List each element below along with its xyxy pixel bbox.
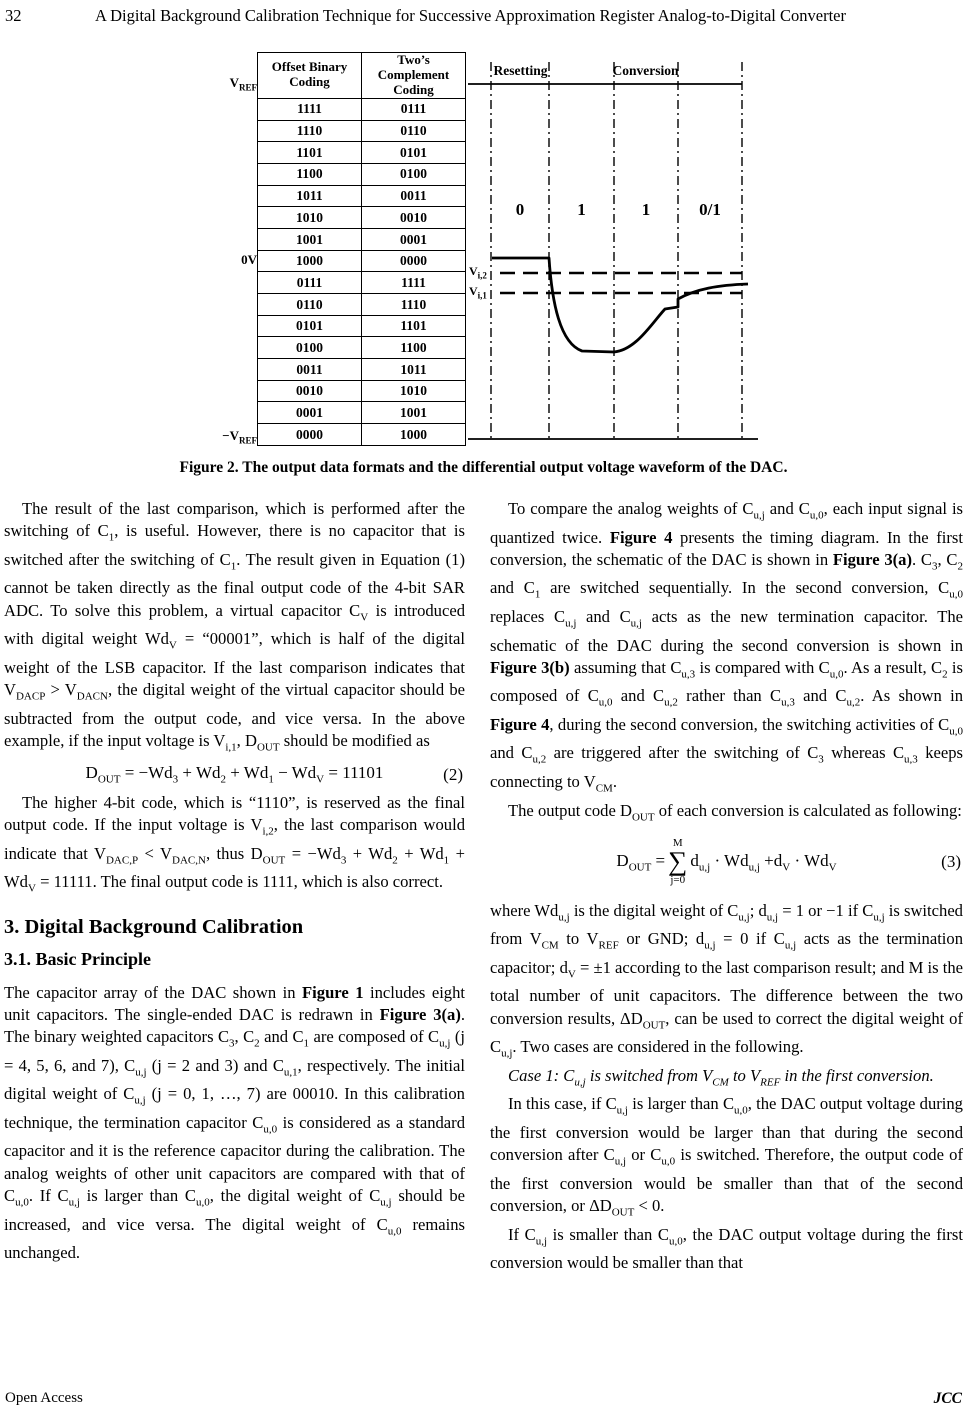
page-footer <box>5 1390 962 1408</box>
bit-value-2: 1 <box>641 200 651 219</box>
table-row <box>258 250 466 272</box>
table-cell: 0011 <box>362 185 466 207</box>
table-cell: 0011 <box>258 359 362 381</box>
sum-upper-limit: M <box>672 837 683 850</box>
table-cell: 1000 <box>362 424 466 446</box>
coding-table-head <box>258 53 466 99</box>
running-head <box>5 6 962 26</box>
table-cell: 0010 <box>258 380 362 402</box>
table-cell: 0000 <box>258 424 362 446</box>
table-cell: 0111 <box>258 272 362 294</box>
phase-boundary-lines <box>491 62 742 439</box>
table-row <box>258 98 466 120</box>
paragraph: The higher 4-bit code, which is “1110”, is reserved as the final output code. If the input voltage is $V_{i,2}$, the last comparison would indicate that $V_{DAC,P} < V_{DAC,N}$, thus $D_{OUT} = -Wd_3 + Wd_2 + Wd_1 + Wd_V = 11111$. The final output code is 1111, which is also correct. <box>4 792 465 895</box>
section-heading: 3. Digital Background Calibration <box>4 915 304 938</box>
left-column <box>4 498 465 1274</box>
table-row <box>258 380 466 402</box>
col-header-offset-binary: Offset Binary Coding <box>258 53 362 99</box>
vi1-label: $V_{i,1}$ <box>469 284 487 301</box>
figure-caption: Figure 2. The output data formats and the differential output voltage waveform of the DAC. <box>179 459 788 476</box>
right-column <box>490 498 963 1274</box>
page-number: 32 <box>5 6 22 25</box>
body-columns <box>4 498 963 1274</box>
axis-label-vref: $V_{REF}$ <box>229 75 257 93</box>
table-cell: 1111 <box>258 98 362 120</box>
phase-label-conversion: Conversion <box>612 63 679 78</box>
table-cell: 1001 <box>258 228 362 250</box>
bit-value-0: 0 <box>515 200 525 219</box>
sigma-glyph: ∑ <box>668 846 688 877</box>
sum-lower-limit: j=0 <box>670 873 686 886</box>
equation-3-lhs: $D_{OUT}$ = <box>616 850 666 874</box>
table-cell: 1000 <box>258 250 362 272</box>
running-title: A Digital Background Calibration Technique for Successive Approximation Register Analog-to-Digital Converter <box>95 6 846 25</box>
table-row <box>258 337 466 359</box>
equation-3-number: (3) <box>941 851 961 871</box>
table-row <box>258 207 466 229</box>
equation-2 <box>4 763 465 785</box>
table-row <box>258 142 466 164</box>
table-cell: 0101 <box>362 142 466 164</box>
table-cell: 0110 <box>258 294 362 316</box>
table-row <box>258 294 466 316</box>
table-cell: 1110 <box>362 294 466 316</box>
summation-symbol <box>668 838 687 886</box>
dac-waveform-plot <box>466 45 766 445</box>
table-row <box>258 163 466 185</box>
paragraph: To compare the analog weights of $C_{u,j}$ and $C_{u,0}$, each input signal is quantized twice. Figure 4 presents the timing diagram. In the first conversion, the schematic of the DAC is shown in Figure 3(a). $C_3$, $C_2$ and $C_1$ are switched sequentially. In the second conversion, $C_{u,0}$ replaces $C_{u,j}$ and $C_{u,j}$ acts as the new termination capacitor. The schematic of the DAC during the second conversion is shown in Figure 3(b) assuming that $C_{u,3}$ is compared with $C_{u,0}$. As a result, $C_2$ is composed of $C_{u,0}$ and $C_{u,2}$ rather than $C_{u,3}$ and $C_{u,2}$. As shown in Figure 4, during the second conversion, the switching activities of $C_{u,0}$ and $C_{u,2}$ are triggered after the switching of $C_3$ whereas $C_{u,3}$ keeps connecting to $V_{CM}$. <box>490 499 964 795</box>
table-row <box>258 315 466 337</box>
equation-2-number: (2) <box>443 764 463 784</box>
paragraph: The capacitor array of the DAC shown in Figure 1 includes eight unit capacitors. The single-ended DAC is redrawn in Figure 3(a). The binary weighted capacitors $C_3$, $C_2$ and $C_1$ are composed of $C_{u,j}$ (j = 4, 5, 6, and 7), $C_{u,j}$ (j = 2 and 3) and $C_{u,1}$, respectively. The initial digital weight of $C_{u,j}$ (j = 0, 1, …, 7) are 00010. In this calibration technique, the termination capacitor $C_{u,0}$ is considered as a standard capacitor and it is the reference capacitor during the calibration. The analog weights of other unit capacitors are compared with that of $C_{u,0}$. If $C_{u,j}$ is larger than $C_{u,0}$, the digital weight of $C_{u,j}$ should be increased, and vice versa. The digital weight of $C_{u,0}$ remains unchanged. <box>4 982 466 1263</box>
paragraph: In this case, if $C_{u,j}$ is larger than $C_{u,0}$, the DAC output voltage during the first conversion would be larger than that during the second conversion after $C_{u,j}$ or $C_{u,0}$ is switched. Therefore, the output code of the first conversion would be smaller than that of the second conversion, or $\Delta D_{OUT} < 0$. <box>490 1094 963 1219</box>
case-1-paragraph: Case 1: $C_{u,j}$ is switched from $V_{CM}$ to $V_{REF}$ in the first conversion. <box>508 1065 934 1089</box>
axis-label-neg-vref: $-V_{REF}$ <box>222 428 257 446</box>
table-row <box>258 120 466 142</box>
table-cell: 1101 <box>258 142 362 164</box>
table-cell: 1110 <box>258 120 362 142</box>
bit-value-1: 1 <box>577 200 586 219</box>
table-cell: 1111 <box>362 272 466 294</box>
table-cell: 1011 <box>258 185 362 207</box>
open-access-label: Open Access <box>5 1390 83 1406</box>
equation-3-rhs: $d_{u,j} \cdot Wd_{u,j} +d_V \cdot Wd_V$ <box>690 850 837 874</box>
table-cell: 0100 <box>258 337 362 359</box>
paragraph: If $C_{u,j}$ is smaller than $C_{u,0}$, the DAC output voltage during the first conversion would be smaller than that <box>490 1224 963 1273</box>
table-row <box>258 228 466 250</box>
coding-table <box>257 52 466 446</box>
axis-label-0v: 0V <box>241 252 257 267</box>
col-header-twos-complement: Two’s Complement Coding <box>362 53 466 99</box>
table-cell: 0000 <box>362 250 466 272</box>
subsection-heading: 3.1. Basic Principle <box>4 948 151 969</box>
table-row <box>258 272 466 294</box>
equation-3 <box>490 838 963 886</box>
figure-2 <box>0 45 967 453</box>
phase-label-resetting: Resetting <box>493 63 548 78</box>
table-row <box>258 424 466 446</box>
table-row <box>258 359 466 381</box>
table-cell: 0001 <box>258 402 362 424</box>
table-row <box>258 185 466 207</box>
table-cell: 1100 <box>258 163 362 185</box>
paragraph: The result of the last comparison, which is performed after the switching of $C_1$, is useful. However, there is no capacitor that is switched after the switching of $C_1$. The result given in Equation (1) cannot be taken directly as the final output code of the 4-bit SAR ADC. To solve this problem, a virtual capacitor $C_V$ is introduced with digital weight $Wd_V$ = “00001”, which is half of the digital weight of the LSB capacitor. If the last comparison indicates that $V_{DACP} > V_{DACN}$, the digital weight of the virtual capacitor should be subtracted from the output code, and vice versa. In the above example, if the input voltage is $V_{i,1}$, $D_{OUT}$ should be modified as <box>4 499 466 754</box>
table-cell: 0111 <box>362 98 466 120</box>
table-cell: 1010 <box>258 207 362 229</box>
paragraph: The output code $D_{OUT}$ of each conversion is calculated as following: <box>508 800 962 823</box>
equation-2-body: $D_{OUT} = -Wd_3 + Wd_2 + Wd_1 - Wd_V = 11101$ <box>85 763 384 786</box>
table-cell: 0001 <box>362 228 466 250</box>
table-cell: 1011 <box>362 359 466 381</box>
table-cell: 1001 <box>362 402 466 424</box>
table-cell: 0101 <box>258 315 362 337</box>
table-row <box>258 402 466 424</box>
journal-abbreviation: JCC <box>933 1390 962 1407</box>
table-cell: 0110 <box>362 120 466 142</box>
coding-table-body <box>258 98 466 445</box>
table-cell: 1101 <box>362 315 466 337</box>
table-header-row <box>258 53 466 99</box>
table-cell: 1010 <box>362 380 466 402</box>
bit-value-3: 0/1 <box>699 200 721 219</box>
paragraph: where $Wd_{u,j}$ is the digital weight of $C_{u,j}$; $d_{u,j} = 1$ or −1 if $C_{u,j}$ is switched from $V_{CM}$ to $V_{REF}$ or GND; $d_{u,j} = 0$ if $C_{u,j}$ acts as the termination capacitor; $d_V = \pm 1$ according to the last comparison result; and M is the total number of unit capacitors. The difference between the two conversion results, $\Delta D_{OUT}$, can be used to correct the digital weight of $C_{u,j}$. Two cases are considered in the following. <box>490 900 964 1060</box>
table-cell: 0100 <box>362 163 466 185</box>
table-cell: 0010 <box>362 207 466 229</box>
vi2-label: $V_{i,2}$ <box>469 264 487 281</box>
table-cell: 1100 <box>362 337 466 359</box>
